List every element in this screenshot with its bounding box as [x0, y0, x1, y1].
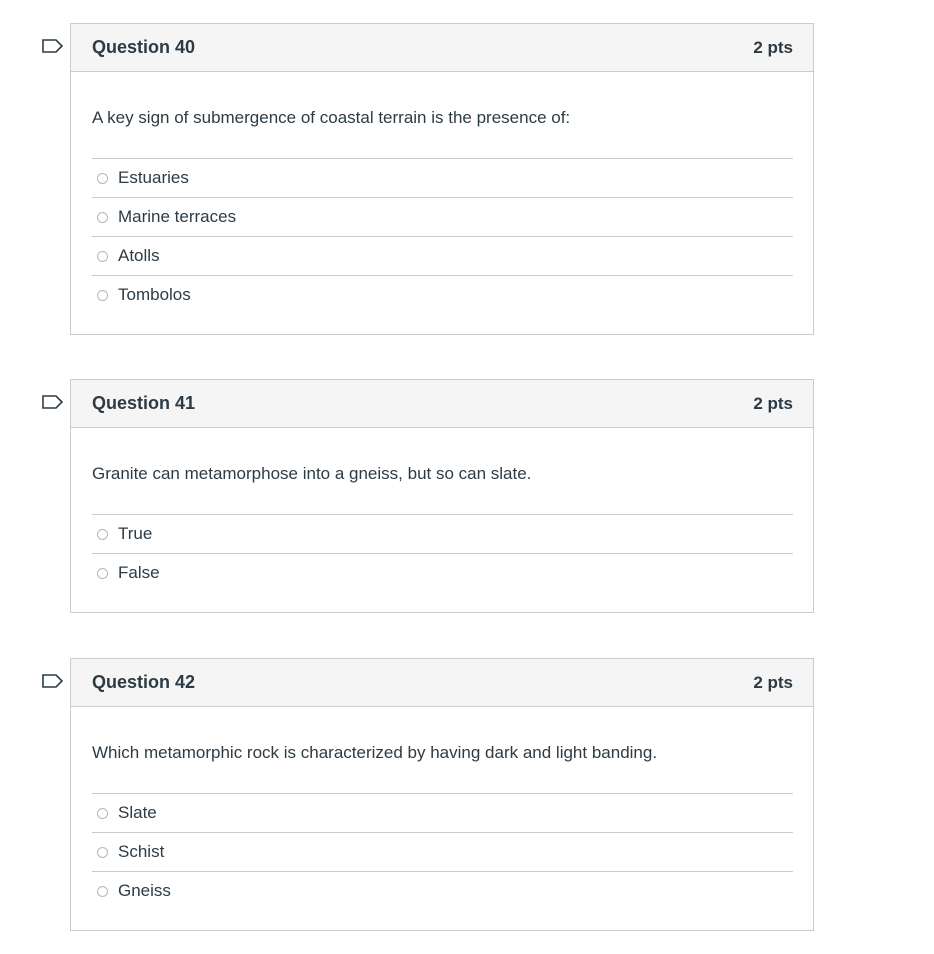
question-header	[71, 380, 813, 428]
radio-button[interactable]	[97, 290, 108, 301]
answer-label[interactable]: False	[118, 563, 160, 582]
question-header	[71, 659, 813, 707]
radio-button[interactable]	[97, 847, 108, 858]
question-text: Granite can metamorphose into a gneiss, but so can slate.	[92, 464, 532, 483]
radio-button[interactable]	[97, 886, 108, 897]
answer-option[interactable]	[92, 515, 793, 554]
radio-button[interactable]	[97, 212, 108, 223]
radio-button[interactable]	[97, 568, 108, 579]
answer-label[interactable]: Schist	[118, 842, 165, 861]
answer-option[interactable]	[92, 159, 793, 198]
question-text: A key sign of submergence of coastal terrain is the presence of:	[92, 108, 571, 127]
answer-label[interactable]: Gneiss	[118, 881, 171, 900]
answer-option[interactable]	[92, 237, 793, 276]
answer-label[interactable]: Estuaries	[118, 168, 189, 187]
question-title: Question 41	[92, 393, 196, 413]
answer-option[interactable]	[92, 872, 793, 910]
question-header	[71, 24, 813, 72]
flag-question-icon[interactable]	[42, 39, 64, 53]
answer-option[interactable]	[92, 198, 793, 237]
question-text: Which metamorphic rock is characterized by having dark and light banding.	[92, 743, 658, 762]
flag-question-icon[interactable]	[42, 674, 64, 688]
answer-label[interactable]: Atolls	[118, 246, 160, 265]
answer-label[interactable]: Tombolos	[118, 285, 191, 304]
answer-list	[92, 158, 793, 314]
question-body	[71, 428, 813, 592]
radio-button[interactable]	[97, 251, 108, 262]
radio-button[interactable]	[97, 529, 108, 540]
answer-option[interactable]	[92, 554, 793, 592]
question-40	[70, 23, 814, 335]
answer-list	[92, 514, 793, 592]
answer-label[interactable]: True	[118, 524, 153, 543]
answer-option[interactable]	[92, 794, 793, 833]
radio-button[interactable]	[97, 173, 108, 184]
answer-label[interactable]: Marine terraces	[118, 207, 237, 226]
answer-list	[92, 793, 793, 910]
question-42	[70, 658, 814, 931]
question-41	[70, 379, 814, 613]
question-points: 2 pts	[753, 37, 793, 57]
question-points: 2 pts	[753, 393, 793, 413]
answer-option[interactable]	[92, 833, 793, 872]
radio-button[interactable]	[97, 808, 108, 819]
question-body	[71, 72, 813, 314]
flag-question-icon[interactable]	[42, 395, 64, 409]
answer-option[interactable]	[92, 276, 793, 314]
question-points: 2 pts	[753, 672, 793, 692]
question-title: Question 40	[92, 37, 196, 57]
question-title: Question 42	[92, 672, 196, 692]
answer-label[interactable]: Slate	[118, 803, 157, 822]
question-body	[71, 707, 813, 910]
